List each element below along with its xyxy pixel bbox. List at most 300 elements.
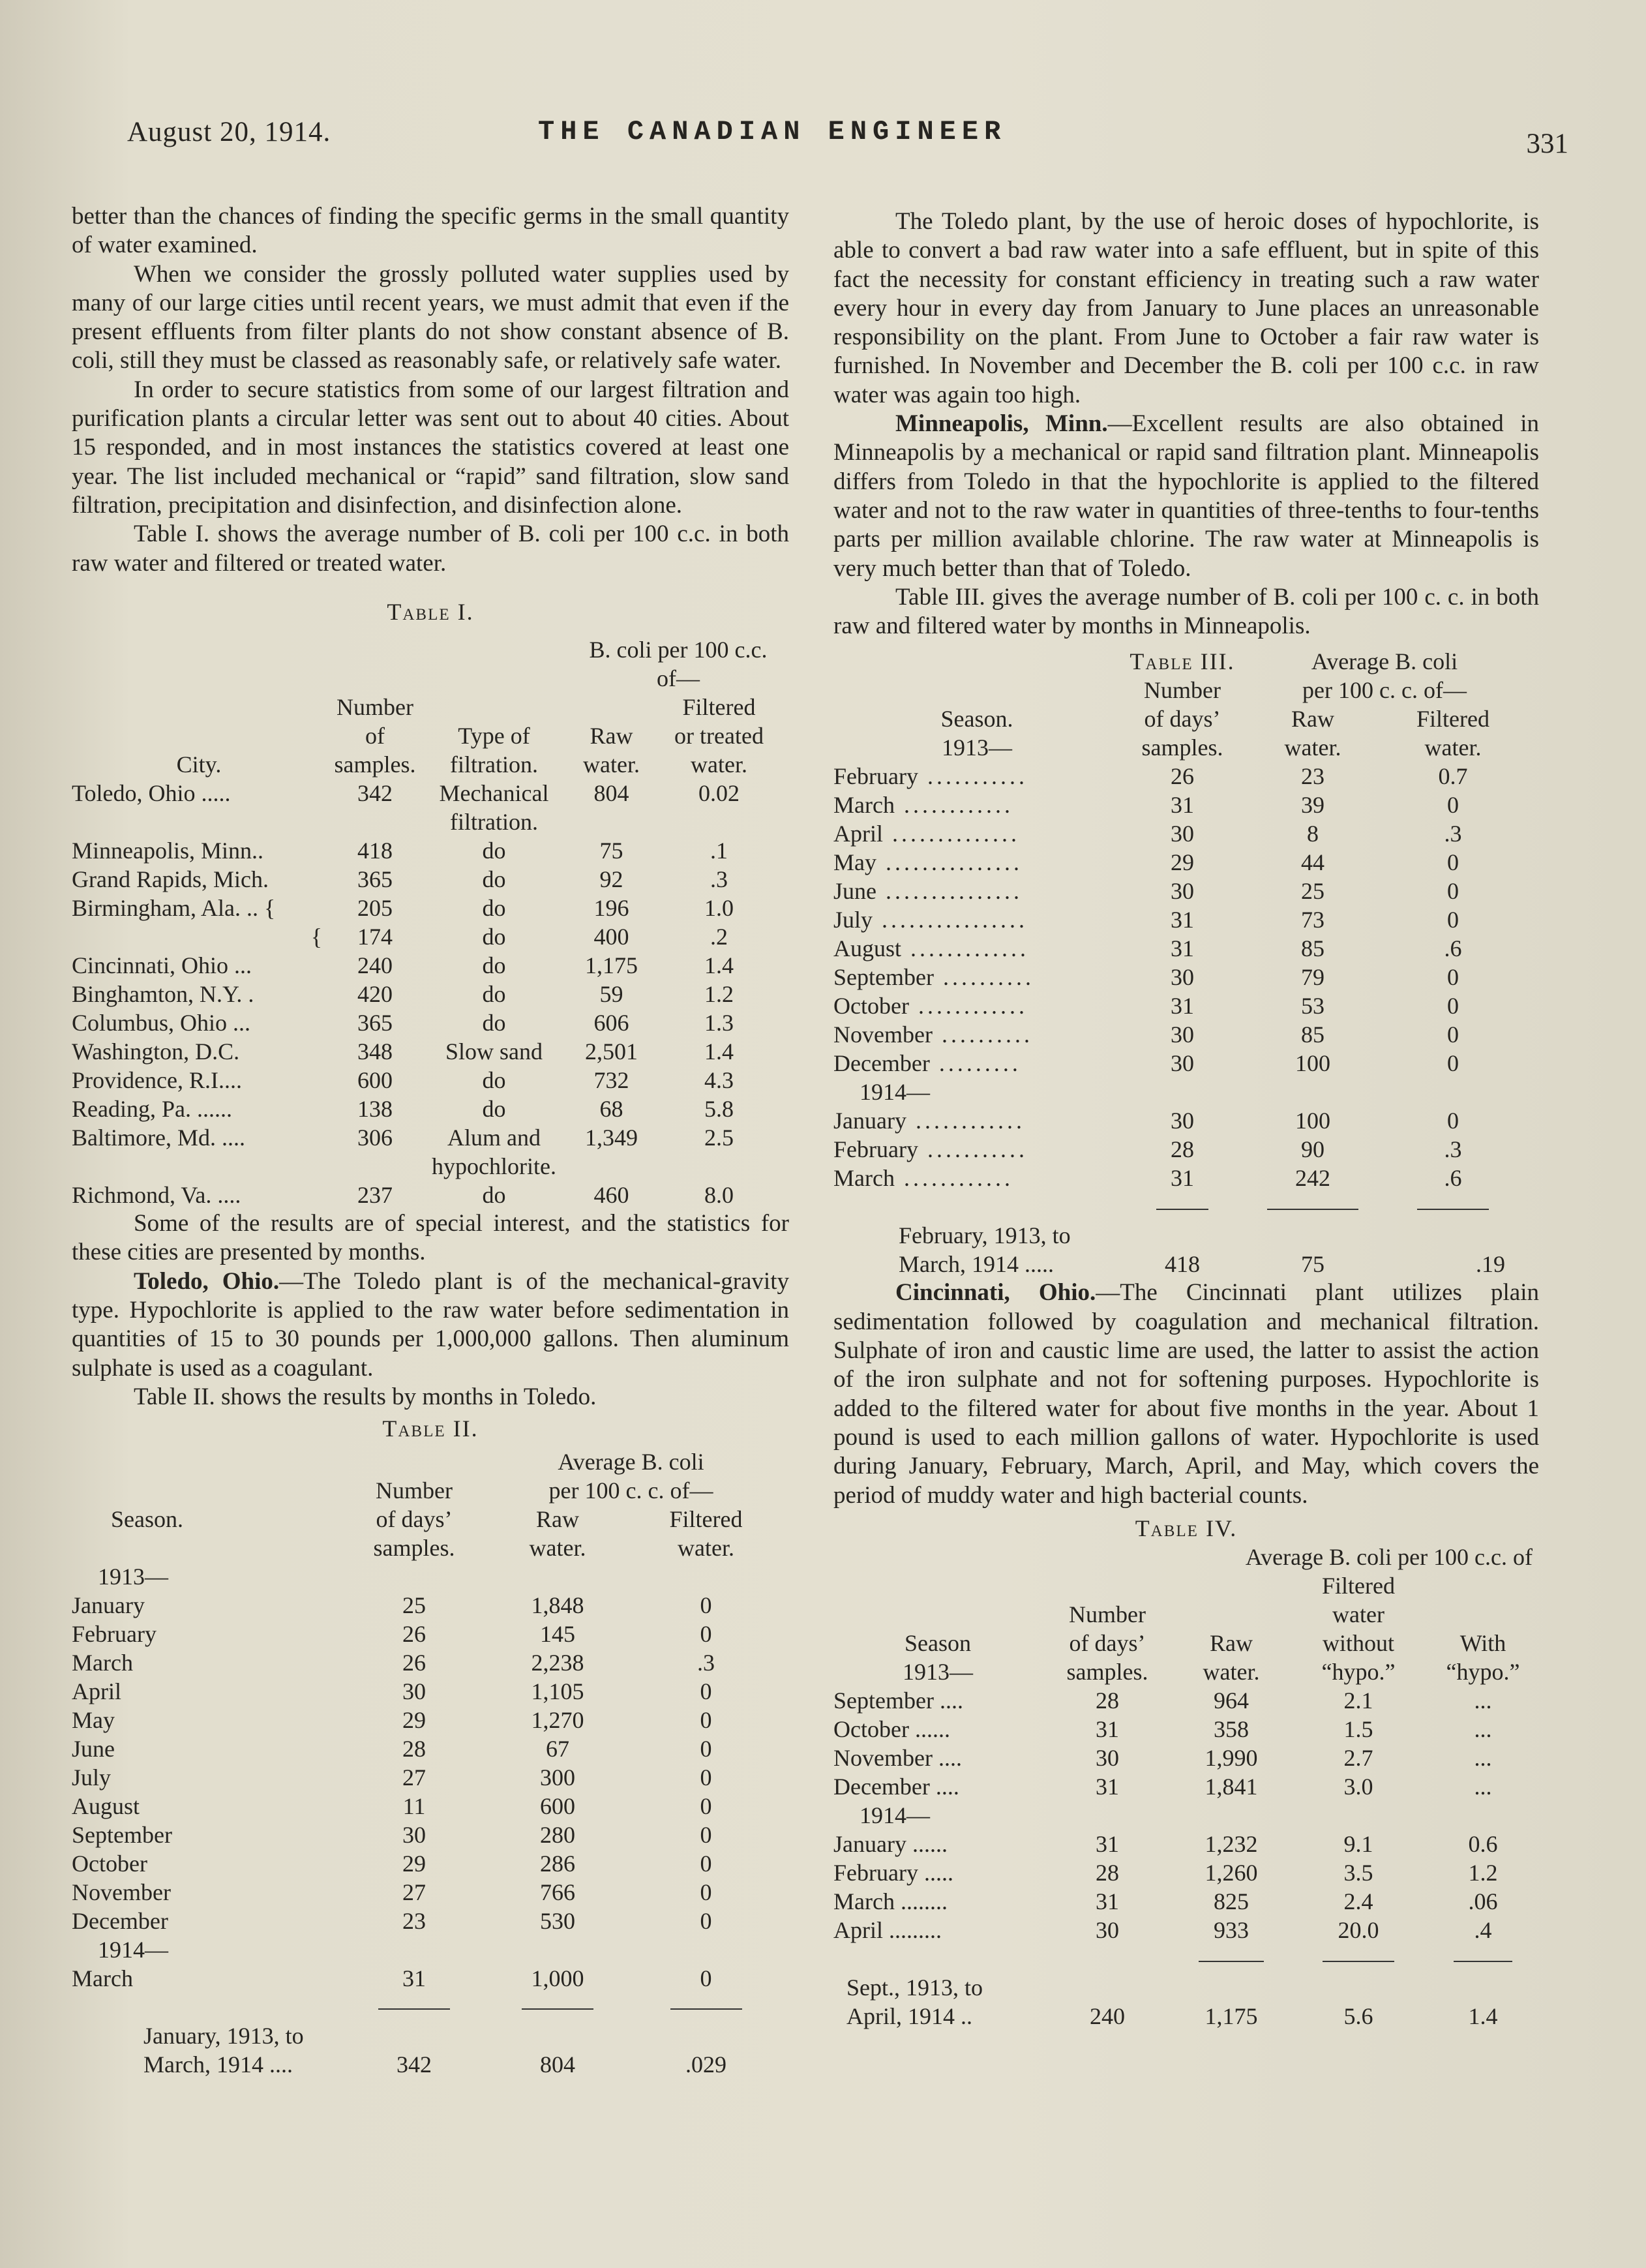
cell-days: 28	[1096, 1860, 1119, 1886]
cell-filtered: 0	[700, 1592, 712, 1618]
cell-raw: 825	[1214, 1888, 1249, 1915]
cell-raw: 358	[1214, 1716, 1249, 1743]
total-rule	[1417, 1209, 1489, 1210]
season-label: January	[833, 1108, 906, 1134]
cell-raw: 804	[540, 2051, 575, 2078]
column-header: Raw	[590, 723, 633, 749]
column-header: Number	[376, 1477, 453, 1504]
cell-type: filtration.	[450, 809, 538, 836]
table-row	[72, 1821, 779, 1849]
table-row	[833, 733, 1525, 762]
cell-city: {	[310, 924, 322, 950]
cell-raw: 1,175	[585, 952, 638, 979]
column-header: without	[1322, 1630, 1394, 1657]
leader-dots: .............	[901, 935, 1030, 962]
cell-days: 31	[1096, 1888, 1119, 1915]
cell-filtered: 0	[1447, 907, 1459, 933]
page-number: 331	[1526, 129, 1568, 159]
cell-raw: 933	[1214, 1917, 1249, 1944]
cell-days: 28	[402, 1735, 426, 1762]
table-header-row	[72, 721, 779, 750]
cell-season: October	[72, 1850, 147, 1877]
cell-filtered: .6	[1444, 1165, 1462, 1192]
table-4-caption: Table IV.	[1135, 1515, 1238, 1541]
table-row	[72, 1792, 779, 1821]
table-row	[833, 877, 1525, 905]
paragraph	[833, 410, 1539, 583]
table-row	[72, 1037, 779, 1066]
cell-raw: 8	[1307, 821, 1319, 847]
table-row	[72, 894, 779, 922]
season-label: March	[833, 1165, 895, 1192]
total-rule-row	[833, 1944, 1539, 1973]
cell-season: 1913—	[903, 1659, 973, 1686]
table-row	[72, 1734, 779, 1763]
cell-samples: 420	[357, 981, 393, 1008]
cell-season: January, 1913, to	[143, 2022, 304, 2049]
cell-season: March	[72, 1649, 133, 1676]
table-row	[833, 1049, 1525, 1078]
cell-days: 30	[1096, 1745, 1119, 1772]
table-2-caption: Table II.	[382, 1415, 479, 1442]
paragraph: Table III. gives the average number of B. coli per 100 c. c. in both raw and filtered water by months in Minneapolis.	[833, 583, 1539, 640]
cell-samples	[326, 1152, 424, 1181]
cell-days: 31	[1096, 1716, 1119, 1743]
cell-days: 26	[1171, 763, 1194, 790]
cell-raw: 73	[1301, 907, 1324, 933]
table-2	[72, 1447, 779, 2079]
cell-without-hypo: 1.5	[1343, 1716, 1373, 1743]
table-row	[72, 1562, 779, 1591]
cell-city: Grand Rapids, Mich.	[72, 866, 269, 893]
column-header: Number	[1144, 677, 1221, 704]
leader-dots: ............	[908, 993, 1028, 1020]
cell-filtered: .1	[710, 838, 728, 864]
cell-type: Mechanical	[439, 780, 549, 807]
cell-filtered: .2	[710, 924, 728, 950]
cell-days: 30	[1096, 1917, 1119, 1944]
cell-raw: 67	[546, 1735, 569, 1762]
leader-dots: .........	[929, 1050, 1021, 1077]
cell-with-hypo: 0.6	[1468, 1831, 1498, 1858]
table-row	[72, 1878, 779, 1907]
cell-days: 28	[1096, 1687, 1119, 1714]
leader-dots: ..........	[933, 964, 1034, 991]
column-header: Season	[905, 1630, 971, 1657]
cell-city: Richmond, Va. ....	[72, 1182, 241, 1209]
cell-raw: 100	[1295, 1050, 1330, 1077]
cell-with-hypo: ...	[1474, 1687, 1492, 1714]
table-row	[72, 1095, 779, 1123]
cell-days	[1042, 1801, 1173, 1830]
table-row	[833, 1801, 1539, 1830]
cell-days: 31	[1171, 993, 1194, 1020]
cell-raw: 460	[593, 1182, 629, 1209]
cell-without-hypo: 2.4	[1343, 1888, 1373, 1915]
table-4	[833, 1543, 1539, 2031]
paragraph-text: —The Cincinnati plant utilizes plain sedimentation followed by coagulation and mechanical filtration. Sulphate of iron and caustic lime are used, the latter to assist the action of the iron sulphate and not for softening purposes. Hypochlorite is added to the filtered water for about five months in the year. About 1 pound is used to each million gallons of water. Hypochlorite is used during January, February, March, April, and May, which covers the period of muddy water and high bacterial counts.	[833, 1279, 1539, 1509]
cell-samples: 138	[357, 1096, 393, 1123]
table-header-row	[72, 1476, 779, 1505]
total-row	[72, 2050, 779, 2079]
cell-days: 11	[402, 1792, 426, 1819]
cell-season: March, 1914 .....	[899, 1251, 1054, 1278]
cell-season: April, 1914 ..	[846, 2003, 972, 2030]
cell-city: Cincinnati, Ohio ...	[72, 952, 252, 979]
cell-raw: 68	[599, 1096, 623, 1123]
cell-season: 1914—	[860, 1802, 930, 1829]
cell-raw	[564, 1152, 659, 1181]
cell-season: 1913—	[98, 1563, 168, 1590]
cell-filtered: 0	[700, 1821, 712, 1848]
table-row	[72, 865, 779, 894]
column-header: Filtered	[1416, 706, 1489, 733]
cell-filtered: 0	[700, 1735, 712, 1762]
total-rule	[1267, 1209, 1358, 1210]
cell-without-hypo: 20.0	[1338, 1917, 1379, 1944]
table-header-row	[833, 1571, 1539, 1600]
column-header: water.	[691, 751, 747, 778]
table-3	[833, 647, 1525, 1278]
cell-raw: 2,501	[585, 1038, 638, 1065]
cell-filtered: 1.4	[704, 1038, 734, 1065]
column-header: “hypo.”	[1321, 1659, 1396, 1686]
cell-raw	[1244, 1078, 1381, 1106]
section-heading: Minneapolis, Minn.	[895, 410, 1108, 438]
cell-raw: 1,105	[531, 1678, 584, 1704]
column-header: per 100 c. c. of—	[548, 1477, 713, 1504]
cell-season: February .....	[833, 1860, 953, 1886]
cell-filtered: .6	[1444, 935, 1462, 962]
cell-filtered: 0	[1447, 878, 1459, 905]
leader-dots: ...............	[876, 878, 1023, 905]
cell-season	[833, 1020, 1120, 1049]
cell-season	[833, 848, 1120, 877]
cell-city: Birmingham, Ala. .. {	[72, 895, 276, 922]
cell-season	[833, 1164, 1120, 1192]
column-header: water.	[1424, 734, 1482, 761]
cell-raw: 79	[1301, 964, 1324, 991]
paragraph	[72, 1267, 789, 1383]
cell-raw: 23	[1301, 763, 1324, 790]
cell-type: do	[482, 1182, 506, 1209]
cell-samples: 174	[357, 924, 393, 950]
cell-type: do	[482, 895, 506, 922]
cell-season	[833, 877, 1120, 905]
table-row	[833, 1830, 1539, 1858]
total-rule	[378, 2008, 450, 2010]
cell-type: do	[482, 952, 506, 979]
cell-filtered: 1.0	[704, 895, 734, 922]
season-label: August	[833, 935, 902, 962]
cell-days: 28	[1171, 1136, 1194, 1163]
cell-raw: 39	[1301, 792, 1324, 819]
season-label: September	[833, 964, 934, 991]
cell-type: do	[482, 924, 506, 950]
table-row	[72, 1935, 779, 1964]
cell-season	[833, 1049, 1120, 1078]
table-header-row	[72, 1505, 779, 1534]
table-header-row	[833, 1629, 1539, 1657]
column-header: of days’	[1069, 1630, 1146, 1657]
table-row	[833, 1686, 1539, 1715]
total-rule	[1199, 1961, 1264, 1962]
cell-filtered: 5.8	[704, 1096, 734, 1123]
table-row	[833, 1916, 1539, 1944]
table-4-body	[833, 1657, 1539, 2031]
cell-days: 29	[1171, 849, 1194, 876]
cell-raw: 44	[1301, 849, 1324, 876]
cell-raw: 1,175	[1205, 2003, 1258, 2030]
cell-season: 1913—	[942, 734, 1012, 761]
cell-season	[833, 762, 1120, 791]
table-3-body	[833, 733, 1525, 1278]
cell-without-hypo: 3.0	[1343, 1774, 1373, 1800]
table-row	[833, 762, 1525, 791]
cell-city: Baltimore, Md. ....	[72, 1125, 245, 1151]
table-row	[833, 1858, 1539, 1887]
cell-raw: 242	[1295, 1165, 1330, 1192]
cell-city: Toledo, Ohio .....	[72, 780, 231, 807]
table-row	[833, 1772, 1539, 1801]
cell-filtered	[1381, 1078, 1525, 1106]
cell-raw: 606	[593, 1010, 629, 1036]
cell-filtered: 0	[1447, 964, 1459, 991]
paragraph: In order to secure statistics from some of our largest filtration and purification plants a circular letter was sent out to about 40 cities. About 15 responded, and in most instances the statistics covered at least one year. The list included mechanical or “rapid” sand filtration, slow sand filtration, precipitation and disinfection, and disinfection alone.	[72, 376, 789, 519]
cell-season: 1914—	[98, 1936, 168, 1963]
cell-samples: 342	[357, 780, 393, 807]
cell-filtered	[659, 808, 779, 836]
cell-raw: 59	[599, 981, 623, 1008]
cell-without-hypo: 3.5	[1343, 1860, 1373, 1886]
leader-dots: ............	[906, 1108, 1025, 1134]
cell-raw: 2,238	[531, 1649, 584, 1676]
cell-days: 31	[1171, 792, 1194, 819]
cell-filtered: 0.7	[1438, 763, 1468, 790]
total-row	[833, 1250, 1525, 1278]
cell-without-hypo: 2.7	[1343, 1745, 1373, 1772]
cell-season: November ....	[833, 1745, 962, 1772]
table-header-row	[833, 1600, 1539, 1629]
table-row	[833, 848, 1525, 877]
cell-raw: 286	[540, 1850, 575, 1877]
cell-days: 30	[1171, 821, 1194, 847]
table-row	[833, 1715, 1539, 1744]
cell-raw: 1,270	[531, 1706, 584, 1733]
cell-raw	[483, 1935, 633, 1964]
cell-samples: 240	[357, 952, 393, 979]
table-row	[72, 980, 779, 1008]
season-label: October	[833, 993, 909, 1020]
table-1-body	[72, 779, 779, 1209]
table-row	[72, 1181, 779, 1209]
table-row	[833, 991, 1525, 1020]
table-row	[72, 836, 779, 865]
column-header: samples.	[334, 751, 416, 778]
cell-days: 30	[1171, 878, 1194, 905]
cell-raw: 964	[1214, 1687, 1249, 1714]
table-row	[72, 1907, 779, 1935]
cell-season: April	[72, 1678, 121, 1704]
paragraph-text: —The Toledo plant is of the mechanical-gravity type. Hypochlorite is applied to the raw water before sedimentation in quantities of 15 to 30 pounds per 1,000,000 gallons. Then aluminum sulphate is used as a coagulant.	[72, 1267, 789, 1382]
column-header: water.	[1203, 1659, 1260, 1686]
cell-filtered: 1.4	[704, 952, 734, 979]
cell-filtered: .029	[685, 2051, 726, 2078]
cell-season: May	[72, 1706, 115, 1733]
cell-days: 31	[1171, 907, 1194, 933]
leader-dots: ..........	[932, 1021, 1033, 1048]
cell-season	[833, 963, 1120, 991]
total-rule	[1454, 1961, 1512, 1962]
cell-raw: 92	[599, 866, 623, 893]
table-row	[833, 1973, 1539, 2002]
season-label: May	[833, 849, 876, 876]
cell-filtered: .3	[1444, 1136, 1462, 1163]
total-rule	[522, 2008, 593, 2010]
leader-dots: ...............	[876, 849, 1023, 876]
cell-without-hypo: 5.6	[1343, 2003, 1373, 2030]
table-header-row	[72, 635, 779, 693]
cell-days: 27	[402, 1879, 426, 1905]
cell-raw: 1,848	[531, 1592, 584, 1618]
column-header: B. coli per 100 c.c. of—	[589, 637, 768, 692]
cell-season: December	[72, 1907, 168, 1934]
cell-days: 27	[402, 1764, 426, 1791]
column-header: “hypo.”	[1446, 1659, 1520, 1686]
cell-days: 30	[402, 1678, 426, 1704]
cell-filtered: .3	[697, 1649, 715, 1676]
cell-raw: 1,349	[585, 1125, 638, 1151]
table-row	[833, 1657, 1539, 1686]
column-header: water.	[583, 751, 640, 778]
column-header: or treated	[674, 723, 764, 749]
cell-with-hypo: 1.2	[1468, 1860, 1498, 1886]
cell-days: 30	[1171, 1050, 1194, 1077]
cell-filtered: 1.2	[704, 981, 734, 1008]
column-header: samples.	[1066, 1659, 1148, 1686]
right-column	[833, 207, 1539, 2031]
cell-with-hypo: ...	[1474, 1774, 1492, 1800]
column-header: of days’	[376, 1505, 453, 1532]
cell-type: Alum and	[447, 1125, 541, 1151]
cell-season: February, 1913, to	[899, 1222, 1071, 1249]
table-header-row	[833, 1543, 1539, 1571]
column-header: Season.	[940, 706, 1013, 733]
page-header	[127, 116, 1568, 168]
season-label: February	[833, 1136, 918, 1163]
cell-days: 31	[1171, 1165, 1194, 1192]
total-rule	[670, 2008, 742, 2010]
table-row	[833, 934, 1525, 963]
table-row	[72, 779, 779, 808]
paragraph: When we consider the grossly polluted water supplies used by many of our large cities until recent years, we must admit that even if the present effluents from filter plants do not show constant absence of B. coli, still they must be classed as reasonably safe, or relatively safe water.	[72, 260, 789, 374]
cell-city: Binghamton, N.Y. .	[72, 981, 254, 1008]
column-header: Season.	[111, 1505, 183, 1532]
section-heading: Toledo, Ohio.	[134, 1267, 280, 1295]
cell-type: Slow sand	[445, 1038, 543, 1065]
cell-city	[72, 1152, 326, 1181]
cell-samples: 365	[357, 1010, 393, 1036]
cell-season: March	[72, 1965, 133, 1991]
total-rule-row	[72, 1993, 779, 2021]
cell-days: 25	[402, 1592, 426, 1618]
season-label: March	[833, 792, 895, 819]
cell-season: November	[72, 1879, 171, 1905]
column-header: Average B. coli	[1311, 648, 1458, 675]
cell-without-hypo	[1290, 1801, 1427, 1830]
table-row	[72, 2021, 779, 2050]
column-header: Average B. coli per 100 c.c. of	[1245, 1544, 1533, 1571]
table-row	[72, 1706, 779, 1734]
table-row	[833, 963, 1525, 991]
season-label: April	[833, 821, 883, 847]
cell-season	[833, 819, 1120, 848]
cell-filtered	[633, 1562, 779, 1591]
cell-raw: 100	[1295, 1108, 1330, 1134]
cell-without-hypo: 9.1	[1343, 1831, 1373, 1858]
cell-days	[1120, 1078, 1244, 1106]
cell-raw: 280	[540, 1821, 575, 1848]
cell-filtered: 8.0	[704, 1182, 734, 1209]
cell-raw: 196	[593, 895, 629, 922]
column-header: Number	[337, 694, 413, 721]
column-header: Number	[1069, 1601, 1146, 1628]
table-1	[72, 635, 779, 1209]
column-header: filtration.	[450, 751, 538, 778]
cell-samples: 365	[357, 866, 393, 893]
cell-season	[833, 791, 1120, 819]
total-row	[833, 2002, 1539, 2031]
cell-type: do	[482, 866, 506, 893]
cell-days: 29	[402, 1706, 426, 1733]
table-row	[72, 1849, 779, 1878]
column-header: Raw	[1291, 706, 1334, 733]
cell-raw	[564, 808, 659, 836]
column-header: With	[1459, 1630, 1506, 1657]
cell-days: 31	[1171, 935, 1194, 962]
cell-filtered: 1.3	[704, 1010, 734, 1036]
paragraph: better than the chances of finding the specific germs in the small quantity of water examined.	[72, 203, 789, 259]
table-row	[833, 1106, 1525, 1135]
cell-filtered: .19	[1476, 1251, 1505, 1278]
cell-filtered	[659, 1152, 779, 1181]
season-label: November	[833, 1021, 933, 1048]
cell-with-hypo: .4	[1474, 1917, 1492, 1944]
cell-raw: 1,841	[1205, 1774, 1258, 1800]
cell-days: 342	[397, 2051, 432, 2078]
cell-days: 30	[1171, 1021, 1194, 1048]
column-header: water.	[678, 1534, 734, 1561]
table-row	[72, 1066, 779, 1095]
cell-samples: 600	[357, 1067, 393, 1094]
paragraph: Some of the results are of special interest, and the statistics for these cities are presented by months.	[72, 1210, 789, 1266]
column-header: of days’	[1144, 706, 1221, 733]
table-row	[72, 1964, 779, 1993]
cell-raw: 600	[540, 1792, 575, 1819]
table-row	[72, 1677, 779, 1706]
column-header: of	[365, 723, 385, 749]
header-date: August 20, 1914.	[127, 117, 331, 147]
cell-filtered: 0	[1447, 1021, 1459, 1048]
table-header-row	[833, 704, 1525, 733]
cell-days: 30	[1171, 1108, 1194, 1134]
cell-filtered: 0	[1447, 993, 1459, 1020]
cell-with-hypo: .06	[1468, 1888, 1498, 1915]
column-header: water	[1332, 1601, 1384, 1628]
table-row	[833, 1135, 1525, 1164]
column-header: Raw	[1210, 1630, 1253, 1657]
leader-dots: ..............	[883, 821, 1020, 847]
